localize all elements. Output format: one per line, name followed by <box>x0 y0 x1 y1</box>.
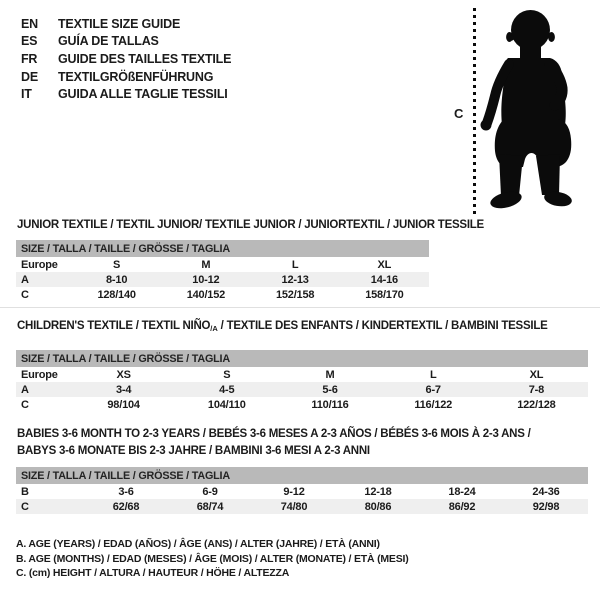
babies-title-line1: BABIES 3-6 MONTH TO 2-3 YEARS / BEBÉS 3-6 MESES A 2-3 AÑOS / BÉBÉS 3-6 MOIS À 2-3 ANS / <box>17 428 531 440</box>
language-row <box>21 85 231 103</box>
size-cell: 86/92 <box>448 500 476 513</box>
children-table <box>16 350 588 412</box>
size-cell: 110/116 <box>311 398 349 411</box>
size-cell: 9-12 <box>283 485 305 498</box>
size-cell: 140/152 <box>186 288 226 301</box>
children-title-rest: / TEXTILE DES ENFANTS / KINDERTEXTIL / BAMBINI TESSILE <box>217 320 548 332</box>
language-code: DE <box>21 69 38 84</box>
size-cell: XS <box>116 368 131 381</box>
size-cell: 92/98 <box>532 500 560 513</box>
size-cell: 18-24 <box>448 485 476 498</box>
junior-table <box>16 240 429 302</box>
children-table-title <box>17 320 548 333</box>
size-cell: S <box>113 258 121 271</box>
size-cell: 68/74 <box>196 500 224 513</box>
children-title-main: CHILDREN'S TEXTILE / TEXTIL NIÑO <box>17 320 211 332</box>
size-cell: 14-16 <box>370 273 398 286</box>
row-label: C <box>21 288 29 301</box>
size-cell: 116/122 <box>414 398 453 411</box>
language-row <box>21 68 231 86</box>
row-label: A <box>21 273 29 286</box>
language-label: GUÍA DE TALLAS <box>58 34 159 49</box>
size-header-bar: SIZE / TALLA / TAILLE / GRÖSSE / TAGLIA <box>16 350 588 367</box>
table-row <box>16 397 588 412</box>
size-cell: M <box>325 368 335 381</box>
babies-table <box>16 467 588 514</box>
size-cell: S <box>223 368 231 381</box>
language-label: GUIDA ALLE TAGLIE TESSILI <box>58 87 228 102</box>
size-cell: 24-36 <box>532 485 560 498</box>
size-cell: M <box>201 258 211 271</box>
junior-table-title: JUNIOR TEXTILE / TEXTIL JUNIOR/ TEXTILE JUNIOR / JUNIORTEXTIL / JUNIOR TESSILE <box>17 219 484 231</box>
height-measure-label: C <box>454 106 464 121</box>
size-cell: XL <box>377 258 392 271</box>
size-cell: 8-10 <box>106 273 128 286</box>
size-cell: L <box>429 368 437 381</box>
size-cell: 122/128 <box>517 398 556 411</box>
table-row <box>16 272 429 287</box>
size-cell: 4-5 <box>219 383 235 396</box>
size-cell: 104/110 <box>207 398 246 411</box>
size-cell: 3-4 <box>115 383 132 396</box>
size-header-bar: SIZE / TALLA / TAILLE / GRÖSSE / TAGLIA <box>16 240 429 257</box>
size-cell: 62/68 <box>112 500 140 513</box>
size-cell: 12-13 <box>281 273 309 286</box>
language-code: EN <box>21 16 38 31</box>
section-divider <box>0 307 600 308</box>
language-row <box>21 50 231 68</box>
size-header-bar: SIZE / TALLA / TAILLE / GRÖSSE / TAGLIA <box>16 467 588 484</box>
table-row <box>16 382 588 397</box>
size-cell: 158/170 <box>365 288 404 301</box>
size-cell: 152/158 <box>275 288 315 301</box>
size-cell: 74/80 <box>280 500 308 513</box>
size-cell: 5-6 <box>322 383 338 396</box>
babies-table-title <box>17 426 531 459</box>
language-code: ES <box>21 34 38 49</box>
size-cell: 6-7 <box>425 383 441 396</box>
size-cell: L <box>291 258 299 271</box>
size-cell: 10-12 <box>192 273 220 286</box>
row-label: Europe <box>21 258 58 271</box>
footnote-line: C. (cm) HEIGHT / ALTURA / HAUTEUR / HÖHE / ALTEZZA <box>16 567 290 580</box>
row-label: C <box>21 500 29 513</box>
language-list <box>21 15 231 103</box>
table-row <box>16 257 429 272</box>
language-row <box>21 33 231 51</box>
language-label: TEXTILE SIZE GUIDE <box>58 16 181 31</box>
size-cell: 3-6 <box>118 485 134 498</box>
size-cell: 6-9 <box>202 485 218 498</box>
table-row <box>16 287 429 302</box>
row-label: B <box>21 485 29 498</box>
table-row <box>16 484 588 499</box>
size-cell: 98/104 <box>107 398 140 411</box>
table-row <box>16 499 588 514</box>
footnotes <box>16 537 409 581</box>
footnote-line: B. AGE (MONTHS) / EDAD (MESES) / ÂGE (MOIS) / ALTER (MONATE) / ETÀ (MESI) <box>16 552 409 565</box>
baby-silhouette-icon <box>478 4 600 216</box>
size-cell: XL <box>529 368 544 381</box>
language-code: IT <box>21 87 32 102</box>
row-label: A <box>21 383 29 396</box>
language-code: FR <box>21 51 38 66</box>
language-label: GUIDE DES TAILLES TEXTILE <box>58 51 232 66</box>
children-title-subscript: /A <box>210 324 218 333</box>
language-label: TEXTILGRÖßENFÜHRUNG <box>58 69 214 84</box>
size-cell: 80/86 <box>364 500 392 513</box>
footnote-line: A. AGE (YEARS) / EDAD (AÑOS) / ÂGE (ANS) / ALTER (JAHRE) / ETÀ (ANNI) <box>16 538 380 550</box>
row-label: C <box>21 398 29 411</box>
height-dotted-line <box>473 8 476 214</box>
size-cell: 7-8 <box>528 383 545 396</box>
table-row <box>16 367 588 382</box>
size-cell: 12-18 <box>364 485 392 498</box>
row-label: Europe <box>21 368 58 381</box>
babies-title-line2: BABYS 3-6 MONATE BIS 2-3 JAHRE / BAMBINI 3-6 MESI A 2-3 ANNI <box>17 444 370 457</box>
size-cell: 128/140 <box>97 288 136 301</box>
language-row <box>21 15 231 33</box>
